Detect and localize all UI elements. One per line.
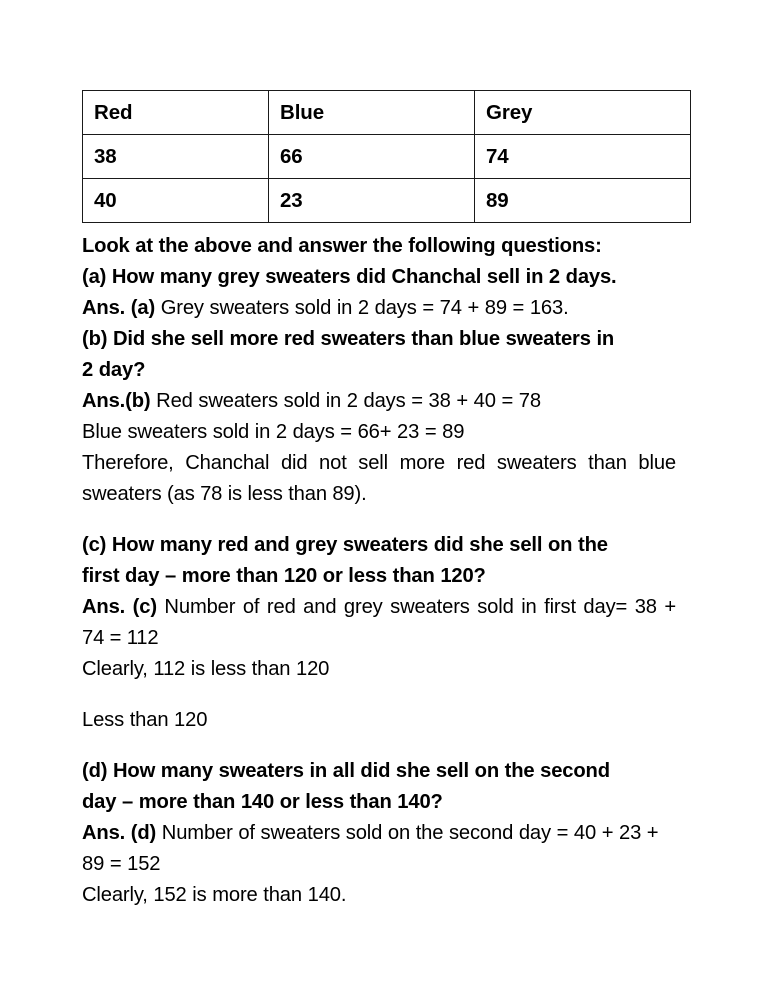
question-c-line1: (c) How many red and grey sweaters did she sell on the <box>82 534 608 556</box>
table-cell-grey-day2: 89 <box>475 179 691 223</box>
answer-a <box>82 293 676 324</box>
answer-d <box>82 818 676 880</box>
answer-c-prefix: Ans. (c) <box>82 596 157 618</box>
questions-answers-block <box>82 231 676 911</box>
question-b-line1: (b) Did she sell more red sweaters than blue sweaters in <box>82 328 615 350</box>
document-content <box>82 90 691 911</box>
answer-c <box>82 592 676 654</box>
question-b-line2: 2 day? <box>82 359 146 381</box>
answer-d-line2: Clearly, 152 is more than 140. <box>82 884 347 906</box>
table-header-cell-grey: Grey <box>475 91 691 135</box>
table-cell-red-day2: 40 <box>83 179 269 223</box>
question-d-line1: (d) How many sweaters in all did she sell on the second <box>82 760 610 782</box>
answer-b-prefix: Ans.(b) <box>82 390 151 412</box>
answer-b-line2: Blue sweaters sold in 2 days = 66+ 23 = 89 <box>82 421 465 443</box>
table-cell-red-day1: 38 <box>83 135 269 179</box>
question-c-line2: first day – more than 120 or less than 120? <box>82 565 486 587</box>
answer-a-prefix: Ans. (a) <box>82 297 156 319</box>
table-header-cell-blue: Blue <box>269 91 475 135</box>
sweater-sales-table <box>82 90 691 223</box>
table-cell-blue-day2: 23 <box>269 179 475 223</box>
table-header-cell-red: Red <box>83 91 269 135</box>
instruction-line: Look at the above and answer the following questions: <box>82 235 602 257</box>
answer-d-prefix: Ans. (d) <box>82 822 157 844</box>
answer-b-text: Red sweaters sold in 2 days = 38 + 40 = 78 <box>150 390 541 412</box>
answer-c-line2: Clearly, 112 is less than 120 <box>82 658 330 680</box>
table-cell-blue-day1: 66 <box>269 135 475 179</box>
table-cell-grey-day1: 74 <box>475 135 691 179</box>
answer-c-text: Number of red and grey sweaters sold in first day= 38 + 74 = 112 <box>82 596 677 649</box>
answer-b <box>82 386 676 417</box>
answer-a-text: Grey sweaters sold in 2 days = 74 + 89 = 163. <box>155 297 569 319</box>
answer-b-conclusion: Therefore, Chanchal did not sell more red sweaters than blue sweaters (as 78 is less than 89). <box>82 452 676 505</box>
question-d-line2: day – more than 140 or less than 140? <box>82 791 443 813</box>
question-a: (a) How many grey sweaters did Chanchal sell in 2 days. <box>82 266 617 288</box>
table-row <box>83 179 691 223</box>
table-header-row <box>83 91 691 135</box>
answer-d-text: Number of sweaters sold on the second day = 40 + 23 + 89 = 152 <box>82 822 659 875</box>
table-row <box>83 135 691 179</box>
answer-c-conclusion: Less than 120 <box>82 709 208 731</box>
